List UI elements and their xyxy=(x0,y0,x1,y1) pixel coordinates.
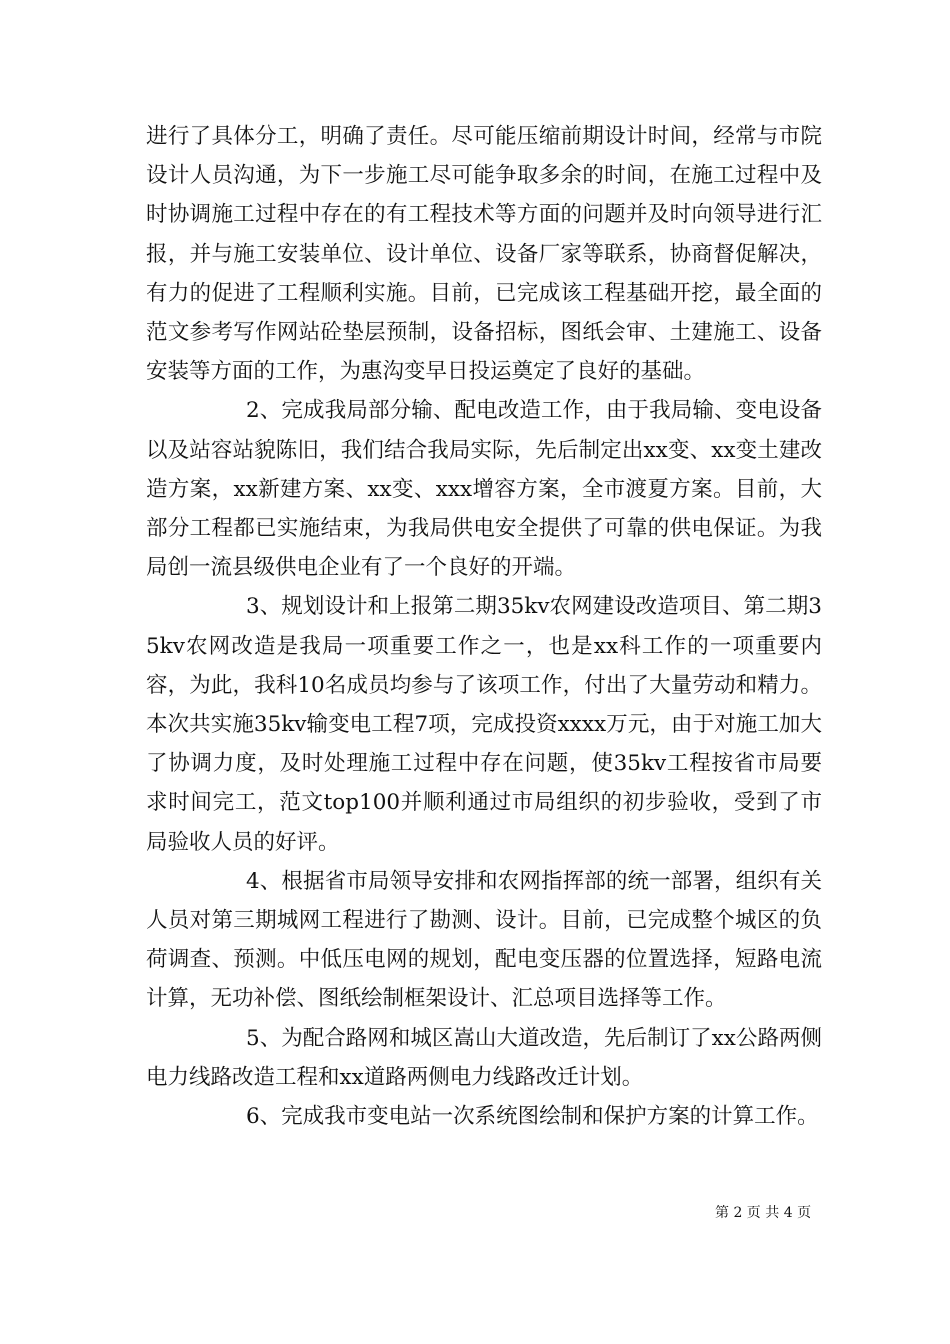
paragraph-item-4: 4、根据省市局领导安排和农网指挥部的统一部署，组织有关人员对第三期城网工程进行了勘测、设计。目前，已完成整个城区的负荷调查、预测。中低压电网的规划，配电变压器的位置选择，短路电流计算，无功补偿、图纸绘制框架设计、汇总项目选择等工作。 xyxy=(146,868,822,1012)
paragraph-item-2: 2、完成我局部分输、配电改造工作，由于我局输、变电设备以及站容站貌陈旧，我们结合我局实际，先后制定出xx变、xx变土建改造方案，xx新建方案、xx变、xxx增容方案，全市渡夏方案。目前，大部分工程都已实施结束，为我局供电安全提供了可靠的供电保证。为我局创一流县级供电企业有了一个良好的开端。 xyxy=(146,398,822,581)
page-number-footer: 第 2 页 共 4 页 xyxy=(715,1205,812,1221)
paragraph-item-5: 5、为配合路网和城区嵩山大道改造，先后制订了xx公路两侧电力线路改造工程和xx道路两侧电力线路改迁计划。 xyxy=(146,1025,822,1090)
paragraph-item-6: 6、完成我市变电站一次系统图绘制和保护方案的计算工作。 xyxy=(246,1104,819,1130)
paragraph-item-3: 3、规划设计和上报第二期35kv农网建设改造项目、第二期35kv农网改造是我局一项重要工作之一，也是xx科工作的一项重要内容，为此，我科10名成员均参与了该项工作，付出了大量劳动和精力。本次共实施35kv输变电工程7项，完成投资xxxx万元，由于对施工加大了协调力度，及时处理施工过程中存在问题，使35kv工程按省市局要求时间完工，范文top100并顺利通过市局组织的初步验收，受到了市局验收人员的好评。 xyxy=(146,594,822,855)
document-body xyxy=(146,117,822,1136)
paragraph-continuation: 进行了具体分工，明确了责任。尽可能压缩前期设计时间，经常与市院设计人员沟通，为下一步施工尽可能争取多余的时间，在施工过程中及时协调施工过程中存在的有工程技术等方面的问题并及时向领导进行汇报，并与施工安装单位、设计单位、设备厂家等联系，协商督促解决，有力的促进了工程顺利实施。目前，已完成该工程基础开挖，最全面的范文参考写作网站砼垫层预制，设备招标，图纸会审、土建施工、设备安装等方面的工作，为惠沟变早日投运奠定了良好的基础。 xyxy=(146,124,822,385)
